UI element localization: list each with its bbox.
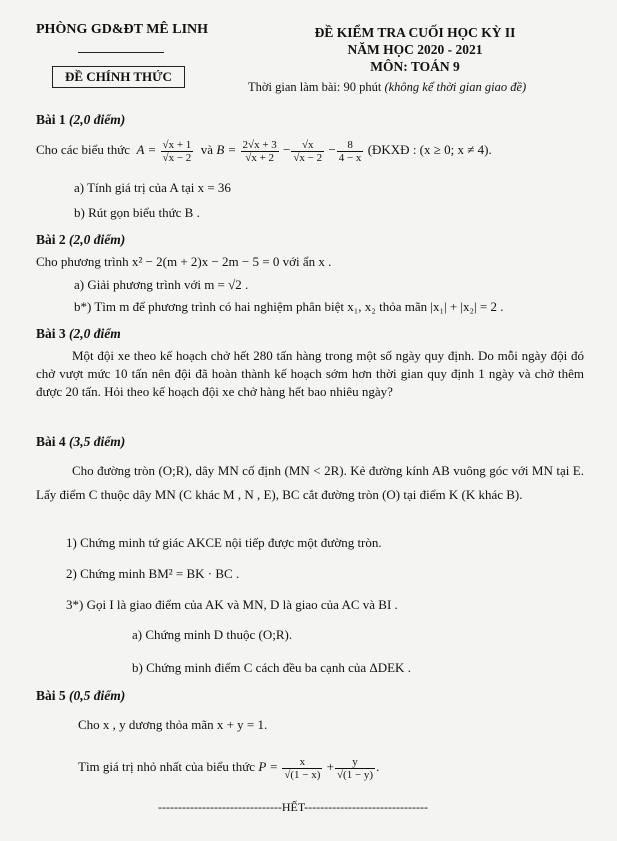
bai4-question-3a: a) Chứng minh D thuộc (O;R). <box>132 627 293 642</box>
exam-title: ĐỀ KIỂM TRA CUỐI HỌC KỲ II <box>314 25 516 40</box>
bai1-part-a: a) Tính giá trị của A tại x = 36 <box>74 180 231 195</box>
expr-b-frac2: $\frac{√x}{√x - 2}$ <box>293 138 323 164</box>
bai4-question-3: 3*) Gọi I là giao điểm của AK và MN, D là giao của AC và BI . <box>66 597 398 612</box>
bai4-heading: Bài 4 (3,5 điểm) <box>36 434 126 449</box>
bai1-expressions: Cho các biểu thức A = $\frac{√x + 1}{√x - 2}$ và B = $\frac{2√x + 3}{√x + 2}$ − $\frac{√x}{√x - 2}$ − $\frac{8}{4 - x}$ (ĐKXĐ : (x ≥ 0; x ≠ 4). <box>36 138 492 164</box>
bai2-part-a: a) Giải phương trình với m = √2 . <box>74 277 249 292</box>
bai5-heading: Bài 5 (0,5 điểm) <box>36 688 126 703</box>
expr-b-frac1: $\frac{2√x + 3}{√x + 2}$ <box>242 138 277 164</box>
subject: MÔN: TOÁN 9 <box>370 59 460 74</box>
expr-p-frac2: $\frac{y}{√(1 - y)}$ <box>337 755 374 781</box>
end-marker: -------------------------------HẾT------------------------------- <box>158 800 428 814</box>
official-exam-label: ĐỀ CHÍNH THỨC <box>52 66 185 88</box>
bai4-question-1: 1) Chứng minh tứ giác AKCE nội tiếp được một đường tròn. <box>66 535 382 550</box>
expr-a-fraction: $\frac{√x + 1}{√x - 2}$ <box>162 138 192 164</box>
header-divider <box>78 52 164 53</box>
bai1-part-b: b) Rút gọn biểu thức B . <box>74 205 200 220</box>
expr-p-frac1: $\frac{x}{√(1 - x)}$ <box>284 755 321 781</box>
bai4-question-2: 2) Chứng minh BM² = BK · BC . <box>66 566 240 581</box>
bai4-question-3b: b) Chứng minh điểm C cách đều ba cạnh của ΔDEK . <box>132 660 411 675</box>
time-main: Thời gian làm bài: 90 phút <box>248 80 382 94</box>
bai2-heading: Bài 2 (2,0 điểm) <box>36 232 126 247</box>
bai2-part-b: b*) Tìm m để phương trình có hai nghiệm phân biệt x₁, x₂ thỏa mãn |x₁| + |x₂| = 2 . <box>74 299 504 314</box>
department-name: PHÒNG GD&ĐT MÊ LINH <box>36 22 209 37</box>
bai3-heading: Bài 3 (2,0 điểm <box>36 326 121 341</box>
bai2-intro: Cho phương trình x² − 2(m + 2)x − 2m − 5 = 0 với ẩn x . <box>36 254 332 269</box>
bai1-heading: Bài 1 (2,0 điểm) <box>36 112 126 127</box>
bai1-condition: (ĐKXĐ : (x ≥ 0; x ≠ 4). <box>367 142 492 157</box>
school-year: NĂM HỌC 2020 - 2021 <box>347 42 483 57</box>
bai3-text: Một đội xe theo kế hoạch chở hết 280 tấn hàng trong một số ngày quy định. Do mỗi ngày đội đó chở vượt mức 10 tấn nên đội đã hoàn thành kế hoạch sớm hơn thời gian quy định 1 ngày và chở thêm được 20 tấn. Hỏi theo kế hoạch đội xe chở hàng hết bao nhiêu ngày? <box>36 348 584 399</box>
bai5-given: Cho x , y dương thỏa mãn x + y = 1. <box>78 717 268 732</box>
bai5-ask: Tìm giá trị nhỏ nhất của biểu thức P = $\frac{x}{√(1 - x)}$ + $\frac{y}{√(1 - y)}$ . <box>78 755 380 781</box>
bai4-text: Cho đường tròn (O;R), dây MN cố định (MN < 2R). Kẻ đường kính AB vuông góc với MN tại E. Lấy điểm C thuộc dây MN (C khác M , N , E), BC cắt đường tròn (O) tại điểm K (K khác B). <box>36 463 584 502</box>
time-allowed <box>248 80 526 95</box>
expr-b-frac3: $\frac{8}{4 - x}$ <box>338 138 362 164</box>
exam-heading <box>300 24 530 75</box>
time-note: (không kể thời gian giao đề) <box>384 80 527 94</box>
